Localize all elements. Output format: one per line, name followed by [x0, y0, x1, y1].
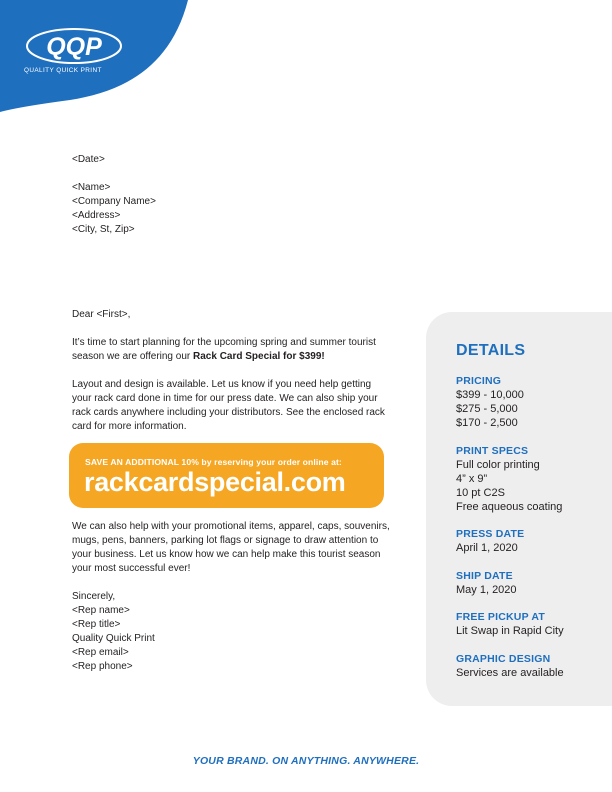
- pricing-section: [456, 374, 524, 430]
- section-heading: PRINT SPECS: [456, 445, 529, 457]
- pickup-section: [456, 610, 564, 638]
- detail-line: Full color printing: [456, 459, 540, 471]
- details-title: DETAILS: [456, 342, 526, 359]
- detail-line: 4” x 9”: [456, 473, 488, 485]
- rep-phone: <Rep phone>: [72, 661, 133, 672]
- logo-subtitle: QUALITY QUICK PRINT: [24, 67, 102, 74]
- graphic-design-section: [456, 652, 564, 680]
- recipient-address: <Address>: [72, 210, 121, 221]
- ship-date-section: [456, 569, 517, 597]
- recipient-company: <Company Name>: [72, 196, 156, 207]
- recipient-name: <Name>: [72, 182, 111, 193]
- print-specs-section: [456, 444, 562, 514]
- detail-line: Free aqueous coating: [456, 501, 563, 513]
- rep-title: <Rep title>: [72, 619, 121, 630]
- footer-tagline: YOUR BRAND. ON ANYTHING. ANYWHERE.: [192, 755, 420, 767]
- detail-line: Services are available: [456, 667, 564, 679]
- rep-name: <Rep name>: [72, 605, 130, 616]
- qqp-logo: [24, 26, 124, 66]
- detail-line: $275 - 5,000: [456, 403, 518, 415]
- address-block: [72, 153, 156, 237]
- detail-line: April 1, 2020: [456, 542, 518, 554]
- logo-text: QQP: [46, 33, 102, 61]
- section-heading: PRESS DATE: [456, 528, 525, 540]
- company-name: Quality Quick Print: [72, 633, 155, 644]
- detail-line: Lit Swap in Rapid City: [456, 625, 564, 637]
- press-date-section: [456, 527, 524, 555]
- promo-items-paragraph: We can also help with your promotional items, apparel, caps, souvenirs, mugs, pens, banners, parking lot flags or signage to draw attention to your business. Let us know how we can help make this tourist season your most successful ever!: [72, 521, 390, 574]
- section-heading: SHIP DATE: [456, 570, 513, 582]
- recipient-city: <City, St, Zip>: [72, 224, 135, 235]
- salutation: Dear <First>,: [72, 309, 131, 320]
- intro-paragraph: [72, 336, 390, 364]
- closing-line: Sincerely,: [72, 591, 116, 602]
- promo-headline: SAVE AN ADDITIONAL 10% by reserving your order online at:: [85, 457, 342, 467]
- detail-line: May 1, 2020: [456, 584, 517, 596]
- detail-line: $399 - 10,000: [456, 389, 524, 401]
- section-heading: FREE PICKUP AT: [456, 611, 545, 623]
- date-placeholder: <Date>: [72, 154, 105, 165]
- detail-line: $170 - 2,500: [456, 417, 518, 429]
- section-heading: PRICING: [456, 375, 502, 387]
- intro-offer: Rack Card Special for $399!: [193, 351, 325, 362]
- promo-url-link[interactable]: rackcardspecial.com: [84, 467, 346, 497]
- rep-email: <Rep email>: [72, 647, 129, 658]
- closing-block: [72, 590, 155, 674]
- detail-line: 10 pt C2S: [456, 487, 505, 499]
- promo-banner: [69, 443, 384, 508]
- section-heading: GRAPHIC DESIGN: [456, 653, 551, 665]
- details-panel: [426, 312, 612, 706]
- intro-text: It’s time to start planning for the upcoming spring and summer tourist season we are offering our: [72, 337, 376, 362]
- design-paragraph: Layout and design is available. Let us know if you need help getting your rack card done in time for our press date. We can also ship your rack cards anywhere including your distributors. See the enclosed rack card for more information.: [72, 379, 385, 432]
